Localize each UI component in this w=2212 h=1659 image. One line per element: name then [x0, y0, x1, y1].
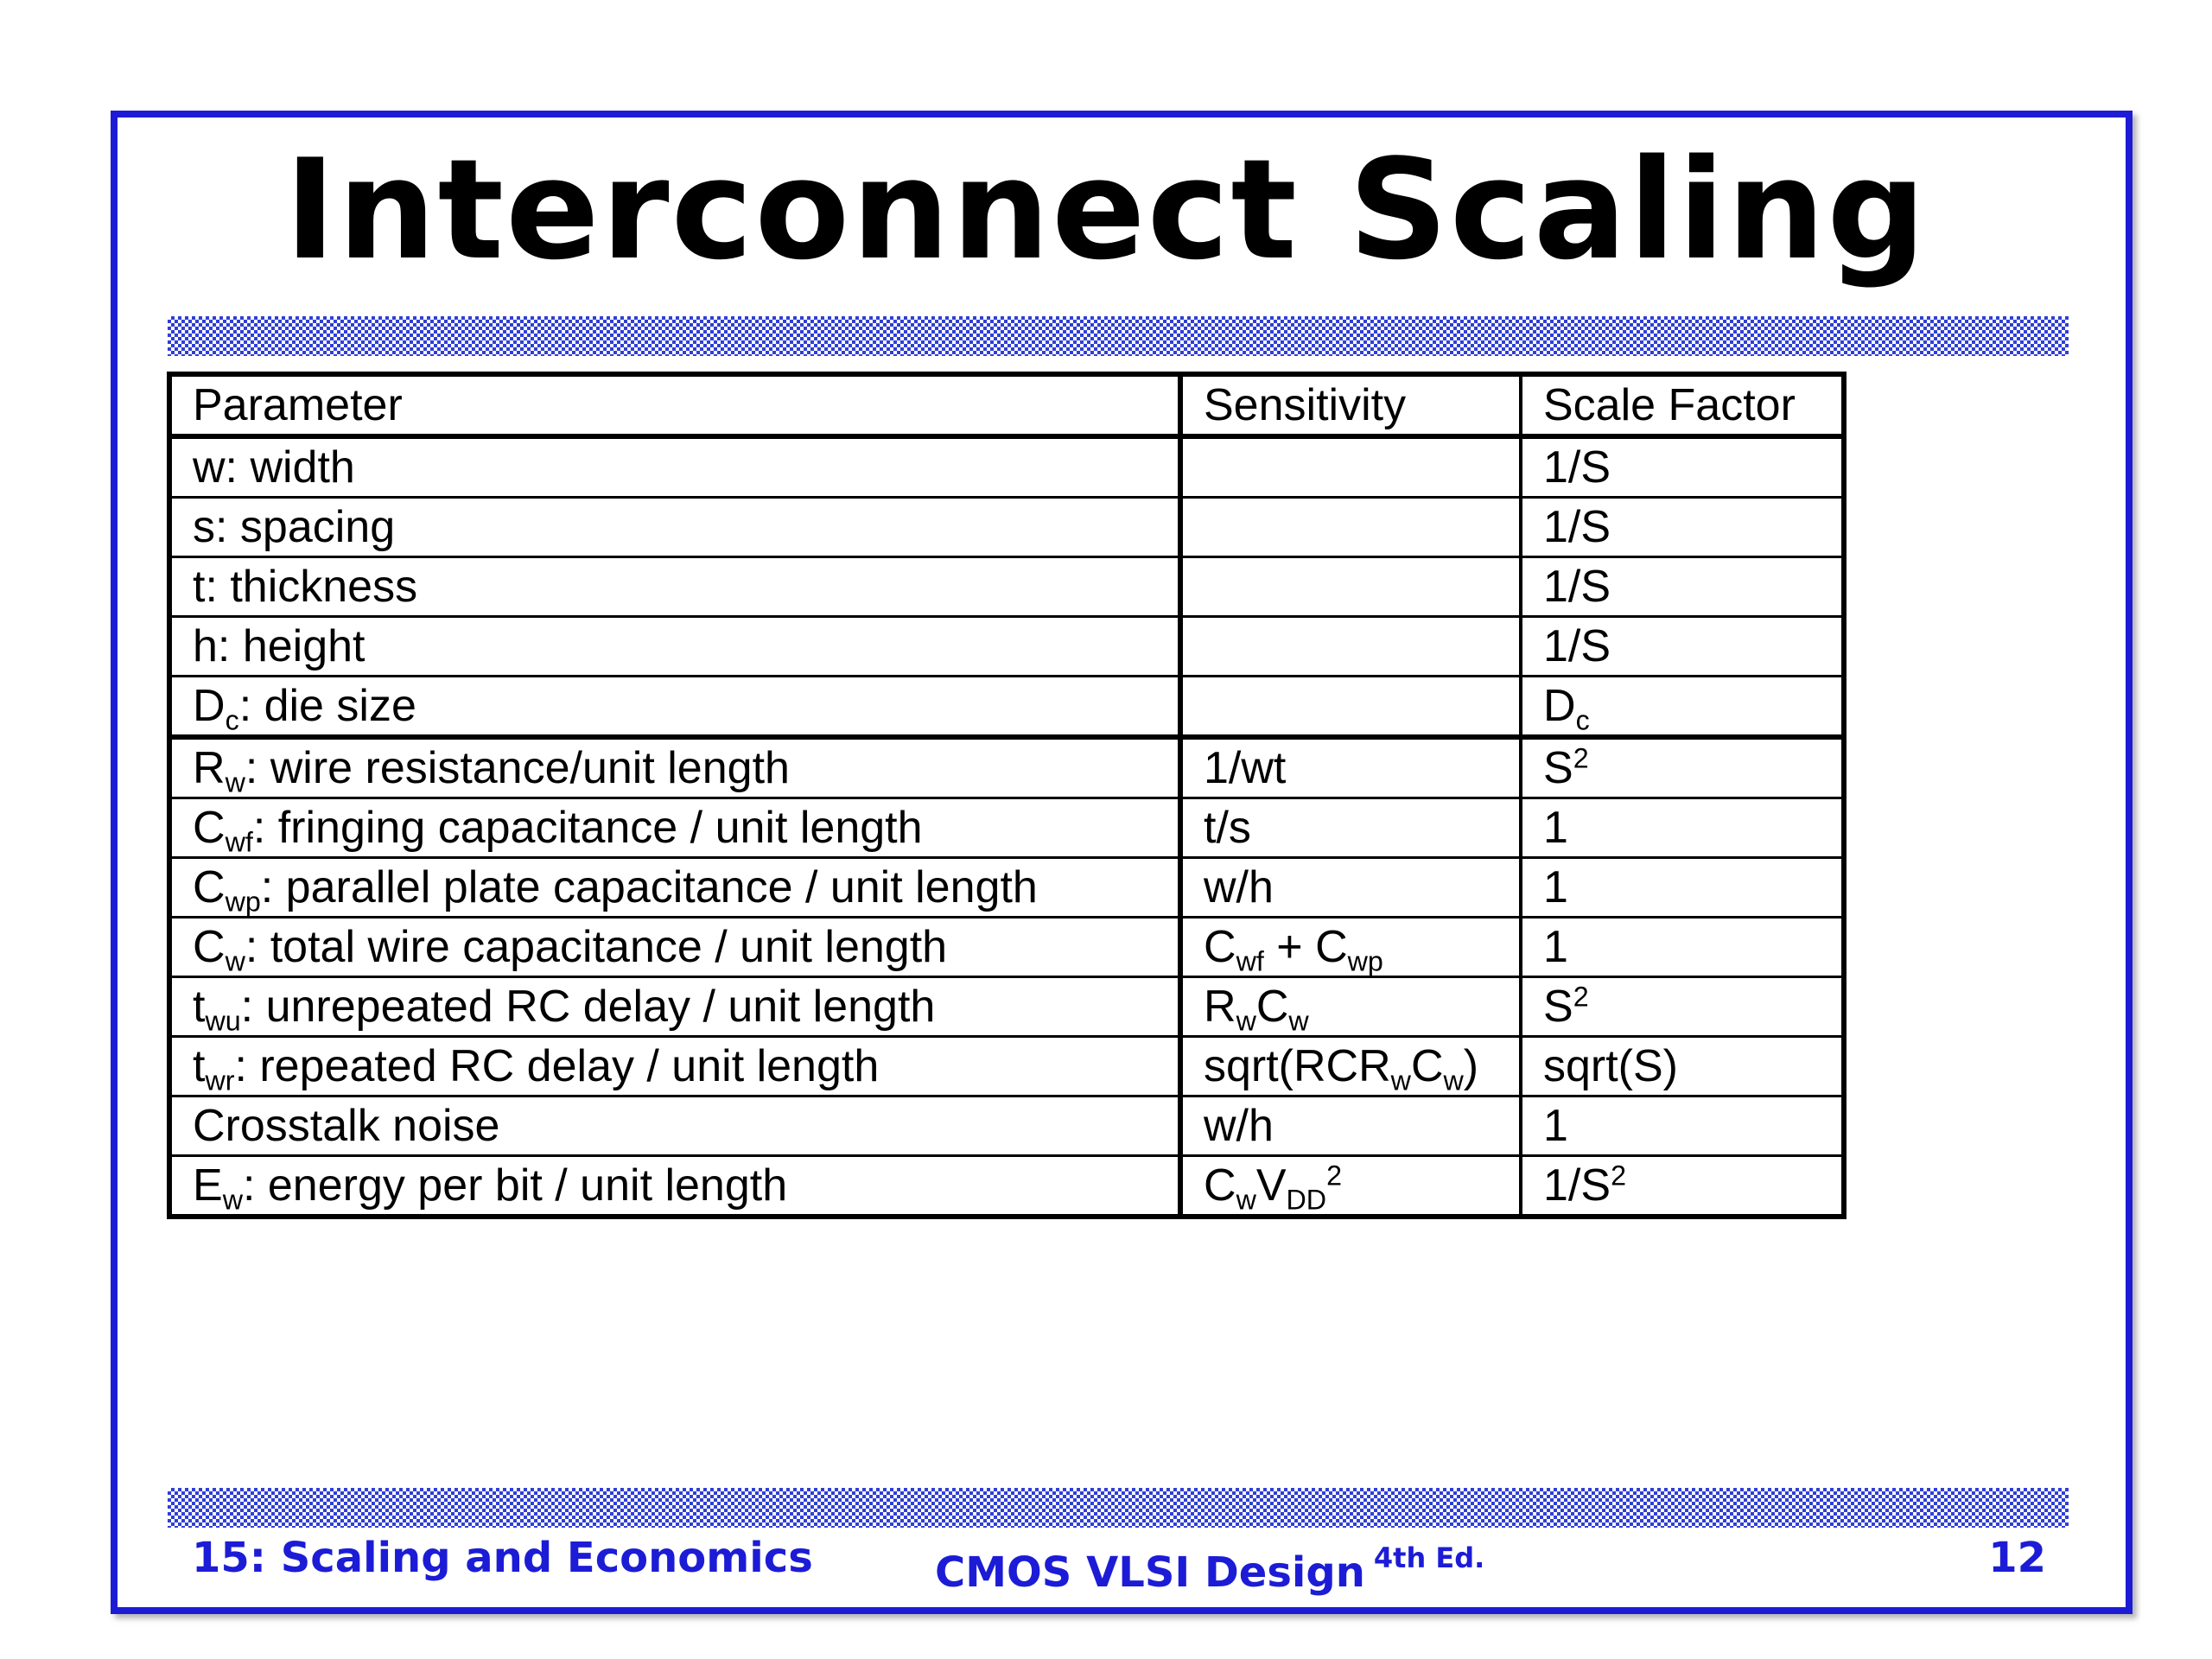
cell-sensitivity: $R_wC_w$	[1180, 977, 1521, 1037]
cell-scale-factor: 1/S	[1521, 498, 1844, 557]
cell-scale-factor: $D_c$	[1521, 677, 1844, 738]
cell-parameter: t: thickness	[169, 557, 1180, 617]
table-row	[169, 498, 1844, 557]
cell-sensitivity: 1/wt	[1180, 737, 1521, 798]
cell-parameter: $t_{wr}$: repeated RC delay / unit length	[169, 1037, 1180, 1096]
table-row	[169, 918, 1844, 977]
decorative-pattern-bar-bottom	[168, 1488, 2069, 1528]
cell-scale-factor: $S^2$	[1521, 737, 1844, 798]
cell-scale-factor: 1	[1521, 798, 1844, 858]
cell-sensitivity: t/s	[1180, 798, 1521, 858]
cell-sensitivity	[1180, 498, 1521, 557]
cell-scale-factor: 1/S	[1521, 436, 1844, 498]
cell-sensitivity: $C_{wf} + C_{wp}$	[1180, 918, 1521, 977]
cell-scale-factor: 1	[1521, 858, 1844, 918]
scaling-table	[167, 372, 1847, 1219]
table-row	[169, 436, 1844, 498]
slide-title: Interconnect Scaling	[284, 129, 1928, 290]
cell-sensitivity: w/h	[1180, 1096, 1521, 1156]
cell-parameter: $t_{wu}$: unrepeated RC delay / unit length	[169, 977, 1180, 1037]
cell-scale-factor: 1	[1521, 1096, 1844, 1156]
header-sensitivity: Sensitivity	[1180, 374, 1521, 436]
footer-book-name: CMOS VLSI Design	[935, 1548, 1365, 1597]
cell-sensitivity: $C_wV_{DD}^2$	[1180, 1156, 1521, 1217]
footer-page-number: 12	[1988, 1534, 2046, 1582]
table-row	[169, 1037, 1844, 1096]
cell-sensitivity	[1180, 436, 1521, 498]
cell-sensitivity	[1180, 557, 1521, 617]
cell-parameter: h: height	[169, 617, 1180, 677]
footer-chapter-title: 15: Scaling and Economics	[192, 1534, 813, 1582]
cell-parameter: $E_w$: energy per bit / unit length	[169, 1156, 1180, 1217]
table-row	[169, 557, 1844, 617]
cell-parameter: $C_w$: total wire capacitance / unit length	[169, 918, 1180, 977]
table-row	[169, 737, 1844, 798]
cell-parameter: w: width	[169, 436, 1180, 498]
cell-sensitivity	[1180, 617, 1521, 677]
cell-parameter: $R_w$: wire resistance/unit length	[169, 737, 1180, 798]
cell-sensitivity: w/h	[1180, 858, 1521, 918]
cell-parameter: s: spacing	[169, 498, 1180, 557]
cell-scale-factor: 1	[1521, 918, 1844, 977]
cell-scale-factor: 1/S	[1521, 557, 1844, 617]
cell-parameter: Crosstalk noise	[169, 1096, 1180, 1156]
decorative-pattern-bar-top	[168, 316, 2069, 356]
table-row	[169, 1156, 1844, 1217]
cell-sensitivity	[1180, 677, 1521, 738]
cell-scale-factor: 1/S	[1521, 617, 1844, 677]
header-parameter: Parameter	[169, 374, 1180, 436]
table-row	[169, 677, 1844, 738]
cell-sensitivity: $sqrt(RCR_wC_w)$	[1180, 1037, 1521, 1096]
cell-parameter: $D_c$: die size	[169, 677, 1180, 738]
table-row	[169, 798, 1844, 858]
table-row	[169, 977, 1844, 1037]
cell-scale-factor: sqrt(S)	[1521, 1037, 1844, 1096]
cell-scale-factor: $S^2$	[1521, 977, 1844, 1037]
footer-edition: 4th Ed.	[1373, 1541, 1485, 1574]
cell-scale-factor: $1/S^2$	[1521, 1156, 1844, 1217]
cell-parameter: $C_{wf}$: fringing capacitance / unit length	[169, 798, 1180, 858]
table-header-row	[169, 374, 1844, 436]
cell-parameter: $C_{wp}$: parallel plate capacitance / unit length	[169, 858, 1180, 918]
table-row	[169, 1096, 1844, 1156]
footer-book-title	[935, 1528, 1484, 1603]
header-scale-factor: Scale Factor	[1521, 374, 1844, 436]
table-row	[169, 617, 1844, 677]
table-row	[169, 858, 1844, 918]
